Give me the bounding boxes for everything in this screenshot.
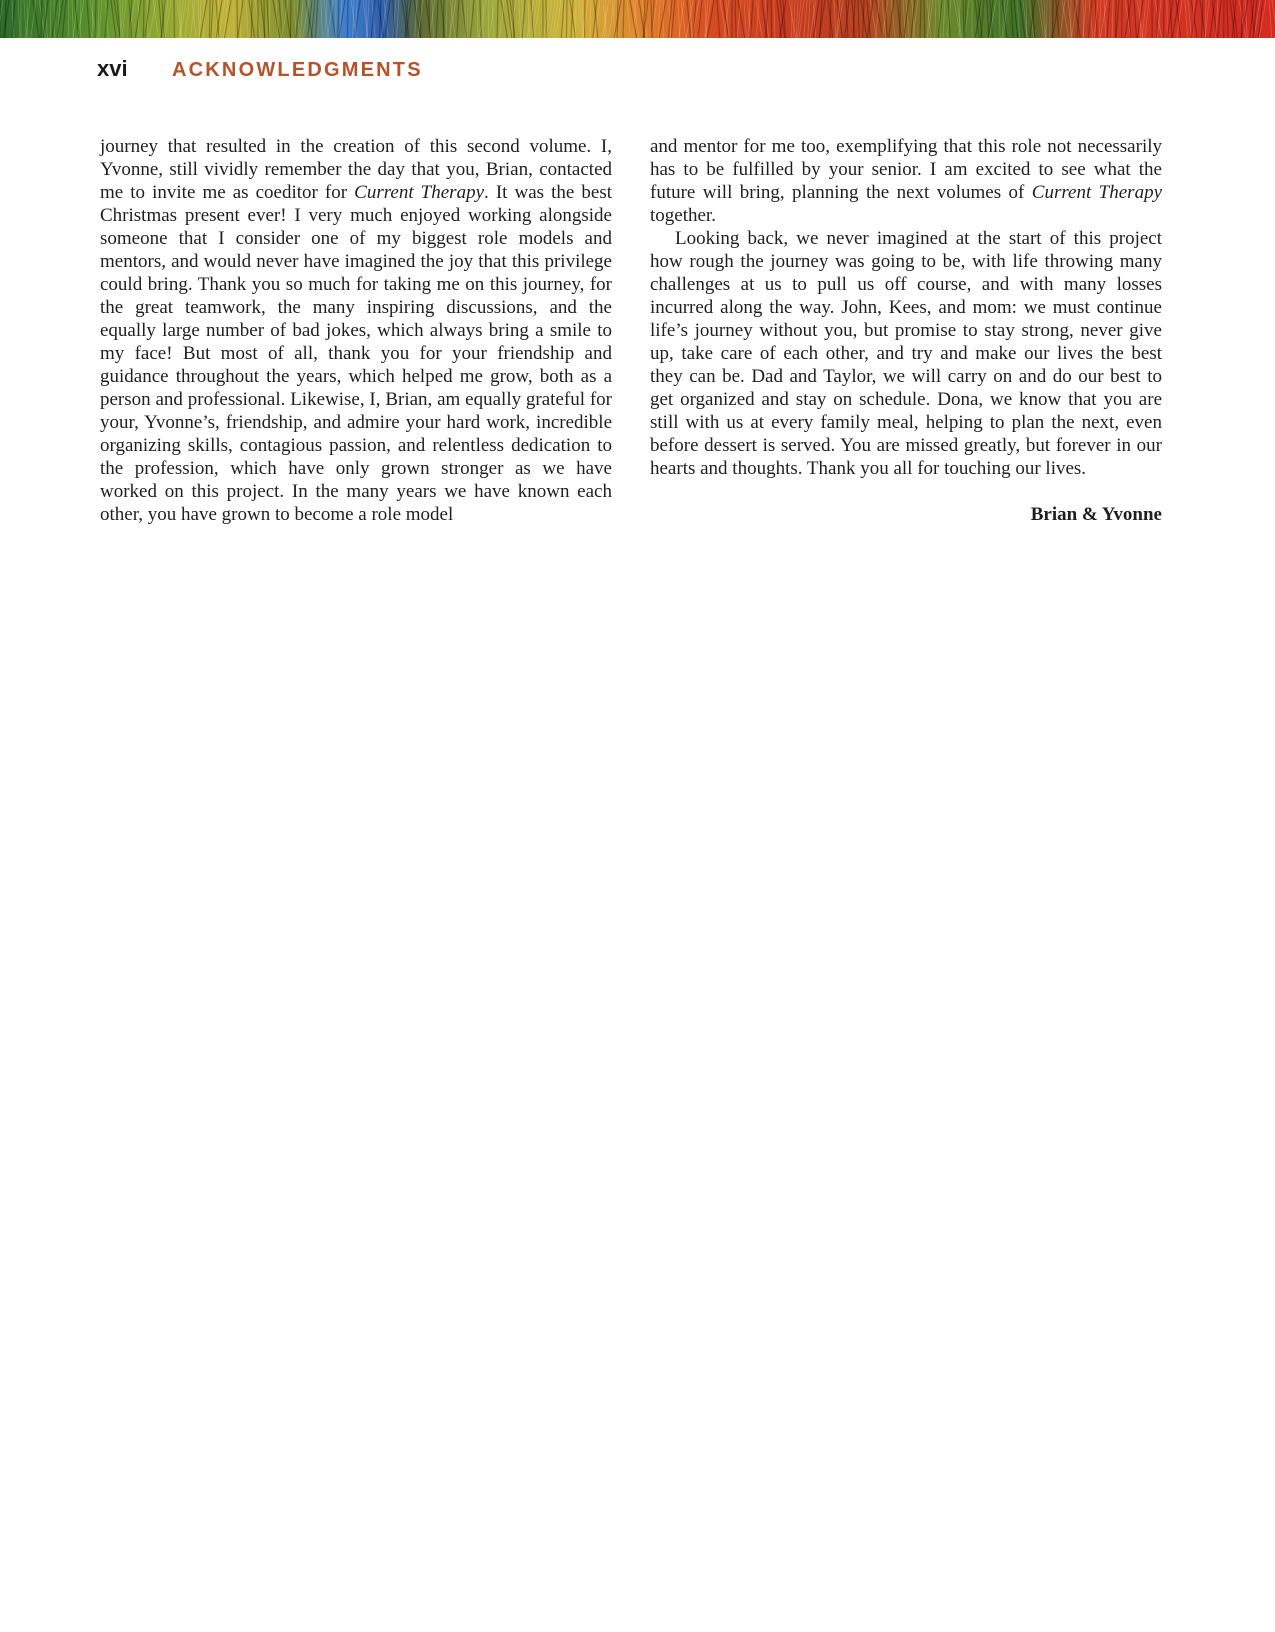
right-p1-text-a: and mentor for me too, exemplifying that this role not necessarily has to be fulfilled by your senior. I am excited to see what the future will bring, planning the next volumes of — [650, 136, 1162, 203]
page-number: xvi — [97, 56, 128, 81]
right-p1-book-title: Current Therapy — [1031, 182, 1162, 203]
running-head — [97, 56, 423, 86]
left-p1-text-b: . It was the best Christmas present ever! I very much enjoyed working alongside someone that I consider one of my biggest role models and mentors, and would never have imagined the joy that this privilege could bring. Thank you so much for taking me on this journey, for the great teamwork, the many inspiring discussions, and the equally large number of bad jokes, which always bring a smile to my face! But most of all, thank you for your friendship and guidance throughout the years, which helped me grow, both as a person and professional. Likewise, I, Brian, am equally grateful for your, Yvonne’s, friendship, and admire your hard work, incredible organizing skills, contagious passion, and relentless dedication to the profession, which have only grown stronger as we have worked on this project. In the many years we have known each other, you have grown to become a role model — [100, 182, 612, 525]
right-paragraph-2: Looking back, we never imagined at the start of this project how rough the journey was going to be, with life throwing many challenges at us to pull us off course, and with many losses incurred along the way. John, Kees, and mom: we must continue life’s journey without you, but promise to stay strong, never give up, take care of each other, and try and make our lives the best they can be. Dad and Taylor, we will carry on and do our best to get organized and stay on schedule. Dona, we know that you are still with us at every family meal, helping to plan the next, even before dessert is served. You are missed greatly, but forever in our hearts and thoughts. Thank you all for touching our lives. — [650, 228, 1162, 479]
feather-banner-image — [0, 0, 1275, 38]
left-paragraph-1 — [100, 135, 612, 526]
left-p1-book-title: Current Therapy — [354, 182, 485, 203]
section-title: ACKNOWLEDGMENTS — [172, 59, 423, 81]
right-column — [650, 135, 1162, 526]
right-paragraph-1 — [650, 135, 1162, 227]
right-p1-text-b: together. — [650, 205, 716, 226]
left-column — [100, 135, 612, 526]
signature: Brian & Yvonne — [1030, 504, 1162, 525]
left-p1-text-a: journey that resulted in the creation of this second volume. I, Yvonne, still vividly remember the day that you, Brian, contacted me to invite me as coeditor for — [100, 136, 612, 203]
